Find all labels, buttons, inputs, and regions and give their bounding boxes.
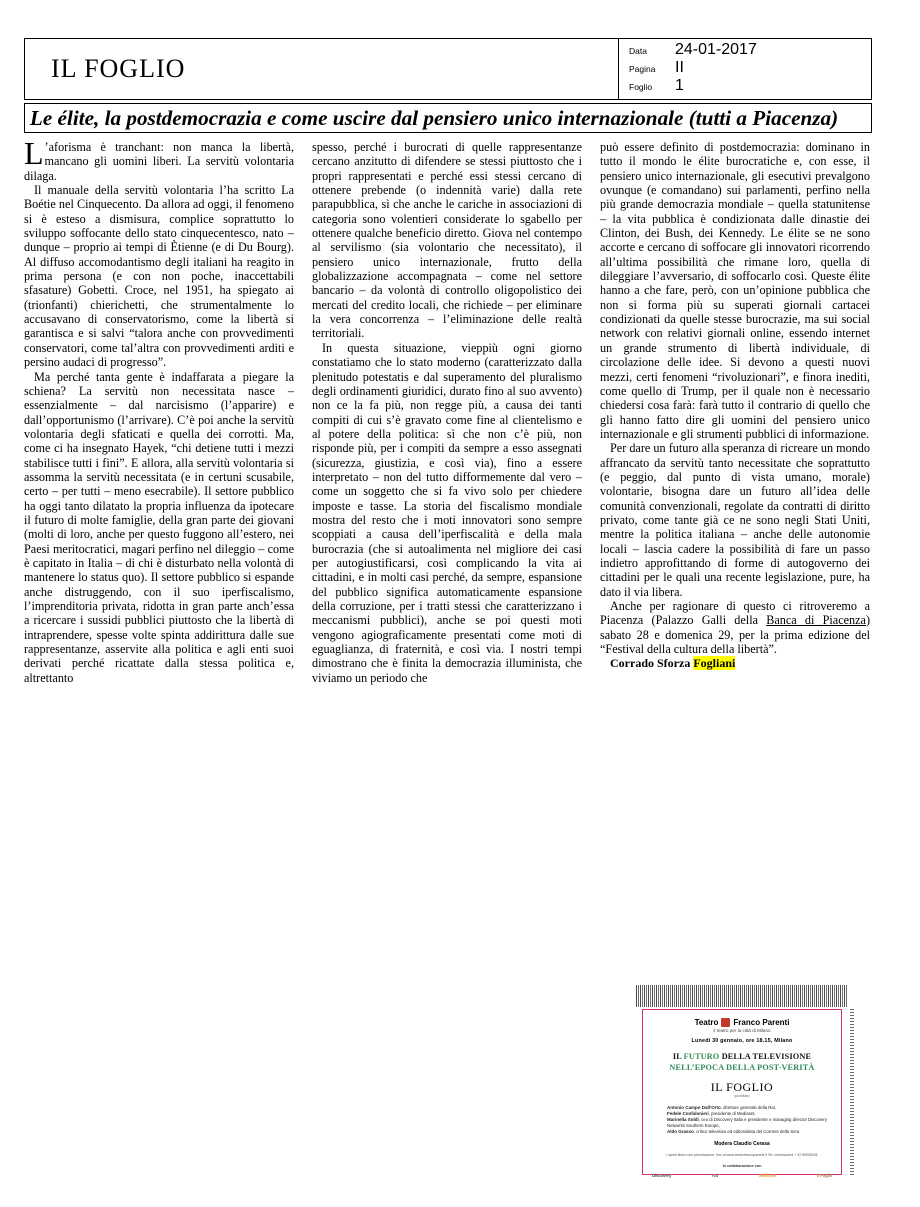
collaboration-label: in collaborazione con xyxy=(722,1164,762,1168)
sponsor-logo: Il Foglio xyxy=(816,1173,832,1178)
advertiser-publication-subtitle: quotidiano xyxy=(734,1094,750,1098)
paragraph: spesso, perché i burocrati di quelle rappresentanze cercano anzitutto di difendere se stessi piuttosto che i propri rappresentati e perché essi stessi cercano di ottenere prebende (o indennità varie) dalla rete parapubblica, sì che anche le cariche in associazioni di categoria sono volentieri considerate lo sgabello per ottenere qualche beneficio diretto. Giova nel contempo al servilismo (sia volontario che necessitato), il pensiero unico internazionale, frutto della globalizzazione accompagnata – come nel settore bancario – da volontà di controllo oligopolistico dei mercati del credito locali, che richiede – per eliminare la vera concorrenza – l’eliminazione delle realtà territoriali. xyxy=(312,140,582,341)
paragraph xyxy=(24,135,294,183)
event-title-part-2: FUTURO xyxy=(683,1052,722,1061)
clipping-scan-noise-side xyxy=(850,1009,854,1175)
advertisement-clipping xyxy=(636,985,848,1178)
sponsor-logo: Rai xyxy=(711,1173,719,1178)
masthead-title-cell xyxy=(25,39,619,99)
paragraph: Il manuale della servitù volontaria l’ha scritto La Boétie nel Cinquecento. Da allora ad oggi, il fenomeno si è esteso a dismisura, complice soprattutto lo sviluppo soffocante dello stato cinquecentesco, nato – dunque – proprio ai tempi di Ètienne (e di Du Bourg). Al diffuso accomodantismo degli italiani ha reagito in prima persona (e con non poche, inaccettabili sfasature) Gobetti. Croce, nel 1951, ha spiegato ai (trionfanti) chierichetti, che strumentalmente lo accusavano di conservatorismo, come la libertà si garantisca e si salvi “talora anche con provvedimenti conservatori, come tal’altra con provvedimenti arditi e persino audaci di progresso”. xyxy=(24,183,294,370)
metadata-value-data: 24-01-2017 xyxy=(675,41,757,58)
metadata-row-pagina xyxy=(629,60,871,78)
paragraph: Per dare un futuro alla speranza di ricreare un mondo affrancato da servitù tanto necessitate che soprattutto (e peggio, dal punto di vista umano, morale) volontarie, bisogna dare un futuro all’idea delle comunità convenzionali, regolate da contratti di diritto privato, come tante già ce ne sono negli Stati Uniti, mentre la politica italiana – anche delle autonomie locali – lascia cadere la possibilità di fare un passo indietro approfittando di forme di autogoverno dei cittadini per le quali una recente legislazione, pure, ha dato il via libera. xyxy=(600,441,870,599)
article-body xyxy=(24,135,872,840)
advertiser-publication: IL FOGLIO xyxy=(710,1080,774,1094)
metadata-value-foglio: 1 xyxy=(675,77,684,94)
byline-name: Corrado Sforza xyxy=(610,656,694,671)
sponsor-logo: Discovery xyxy=(652,1173,672,1178)
paragraph-text-before-link: Anche per ragionare di questo ci ritroveremo a Piacenza (Palazzo Galli della xyxy=(600,599,870,628)
metadata-row-foglio xyxy=(629,78,871,96)
speaker-entry xyxy=(667,1117,835,1129)
speaker-role: , presidente di Mediaset, xyxy=(708,1111,756,1116)
event-title-line-2: NELL’EPOCA DELLA POST-VERITÀ xyxy=(669,1063,815,1072)
masthead xyxy=(24,38,872,100)
publication-title: IL FOGLIO xyxy=(51,54,186,83)
metadata-row-data xyxy=(629,42,871,60)
drop-cap: L xyxy=(24,135,44,171)
article-byline xyxy=(600,656,870,670)
event-title xyxy=(649,1051,835,1073)
speaker-name: Marinella Soldi xyxy=(667,1117,699,1122)
speaker-name: Fedele Confalonieri xyxy=(667,1111,709,1116)
paragraph-text-after-link: ) sabato 28 e domenica 29, per la prima edizione del “Festival della cultura della libertà”. xyxy=(600,613,870,657)
metadata-label-pagina: Pagina xyxy=(629,64,656,74)
paragraph-text: ’aforisma è tranchant: non manca la libertà, mancano gli uomini liberi. La servitù volontaria dilaga. xyxy=(24,140,294,183)
event-title-part-3: DELLA TELEVISIONE xyxy=(721,1052,812,1061)
event-date-line: Lunedì 30 gennaio, ore 18.15, Milano xyxy=(691,1038,793,1044)
paragraph-with-link xyxy=(600,599,870,656)
banca-di-piacenza-link[interactable]: Banca di Piacenza xyxy=(766,613,866,628)
headline-box xyxy=(24,103,872,133)
article-headline: Le élite, la postdemocrazia e come uscire dal pensiero unico internazionale (tutti a Piacenza) xyxy=(29,106,839,130)
speaker-entry xyxy=(667,1129,835,1135)
clipping-scan-noise xyxy=(636,985,848,1007)
theatre-name: Franco Parenti xyxy=(733,1018,790,1027)
paragraph: può essere definito di postdemocrazia: dominano in tutto il mondo le élite burocratiche e, con esse, il pensiero unico internazionale, gli esecutivi prevalgono ovunque (e comandano) sui parlamenti, perfino nella più grande democrazia mondiale – quella statunitense – la vita pubblica è condizionata dalle dinastie dei Clinton, dei Bush, dei Kennedy. Le élite se ne sono accorte e cercano di soffocare gli innovatori ricorrendo all’ultima possibilità che rimane loro, quella di dileggiare l’avversario, di soffocarlo così. Queste élite hanno a che fare, però, con un’opinione pubblica che non si forma più su superati giornali cartacei condizionati da quelle stesse burocrazie, ma sui social network con relativi giornali online, essendo internet un grande strumento di libertà individuale, di circolazione delle idee. Si devono a questi nuovi mezzi, certi fenomeni “rivoluzionari”, e finora inediti, come quello di Trump, per il quale non è necessario chiedersi cosa farà: farà tutto il contrario di quello che gli hanno fatto dire gli uomini del pensiero unico internazionale e gli strumenti pubblici di informazione. xyxy=(600,140,870,441)
clipping-metadata xyxy=(619,39,871,99)
metadata-label-data: Data xyxy=(629,46,647,56)
theatre-subtitle: il teatro per la città di Milano xyxy=(713,1028,771,1033)
advertisement-panel xyxy=(642,1009,842,1178)
sponsor-logos xyxy=(649,1173,835,1178)
article-column-3 xyxy=(600,140,870,840)
theatre-label: Teatro xyxy=(694,1018,719,1027)
paragraph: Ma perché tanta gente è indaffarata a piegare la schiena? La servitù non necessitata nasce – essenzialmente – dal narcisismo (l’apparire) e dall’opportunismo (l’arrivare). C’è poi anche la servitù volontaria degli sfaticati e quella dei corrotti. Ma, come ci ha insegnato Hayek, “chi detiene tutti i mezzi stabilisce tutti i fini”. E allora, alla servitù volontaria si assomma la servitù necessitata (e in certuni scusabile, certo – per tutti – meno esecrabile). Il settore pubblico ha oggi tanto dilatato la propria influenza da ipotecare il futuro di molte famiglie, della gran parte dei giovani (molti di loro, anche per questo fuggono all’estero, nei Paesi meritocratici, magari perfino nel dileggio – come è capitato in Italia – di chi è disturbato nella volontà di mantenere lo status quo). Il settore pubblico si espande anche distruggendo, con il suo iperfiscalismo, l’imprenditoria privata, ridotta in gran parte anch’essa a ricercare i sussidi pubblici piuttosto che la libertà di intraprendere, spesse volte spinta addirittura dalle sue rappresentanze, asservite alla politica e agli enti suoi derivati perché ricattate dalla stessa politica e, altrettanto xyxy=(24,369,294,685)
speakers-list xyxy=(649,1105,835,1135)
event-title-part-1: IL xyxy=(672,1052,684,1061)
speaker-role: , ceo di Discovery Italia e presidente e managing director Discovery Networks Southern Europe, xyxy=(667,1117,828,1128)
article-column-1 xyxy=(24,135,294,840)
speaker-name: Aldo Grasso xyxy=(667,1129,694,1134)
sponsor-logo: Mediaset xyxy=(758,1173,777,1178)
speaker-role: , direttore generale della Rai, xyxy=(720,1105,776,1110)
event-info-line: I sprint libero con prenotazione, fino al www.teatrofrancoparenti.it Tel. informazioni + 02 59995206 xyxy=(666,1153,818,1157)
theatre-mark-icon xyxy=(721,1018,730,1027)
metadata-value-pagina: II xyxy=(675,59,684,76)
metadata-label-foglio: Foglio xyxy=(629,82,653,92)
speaker-name: Antonio Campo Dall’Orto xyxy=(667,1105,721,1110)
theatre-logo-line xyxy=(649,1018,835,1027)
article-column-2 xyxy=(312,140,582,840)
paragraph: In questa situazione, vieppiù ogni giorno constatiamo che lo stato moderno (caratterizzato dalla plenitudo potestatis e dal superamento del pluralismo degli ordinamenti giuridici, durato fino al suo avvento) non ce la fa più, non regge più, a causa dei tanti compiti di cui s’è gravato come fine al clientelismo e al potere della politica: sì che non c’è più, non risponde più, per i compiti da sempre a esso assegnati (sicurezza, giustizia, e così via), fino a essere interpretato – non del tutto difformemente dal vero – come un soggetto che si fa vivo solo per chiedere imposte e tasse. La storia del fiscalismo mondiale mostra del resto che i moti innovatori sono sempre scoppiati a causa dell’iperfiscalità e della mala burocrazia (che si autoalimenta nel migliore dei casi per autogiustificarsi, così complicando la vita ai cittadini, e in molti casi perché, da sempre, espansione del pubblico significa automaticamente espansione della corruzione, per i tratti stessi che caratterizzano i meccanismi pubblici), anche se poi questi moti vengono agiograficamente presentati come moti di eguaglianza, di fraternità, e così via. I nostri tempi dimostrano che è finita la democrazia illuminista, che viviamo un periodo che xyxy=(312,340,582,685)
speaker-role: , critico televisivo ed editorialista del Corriere della Sera xyxy=(693,1129,800,1134)
byline-highlight: Fogliani xyxy=(693,656,736,671)
moderator-line: Modera Claudio Cerasa xyxy=(714,1141,770,1147)
